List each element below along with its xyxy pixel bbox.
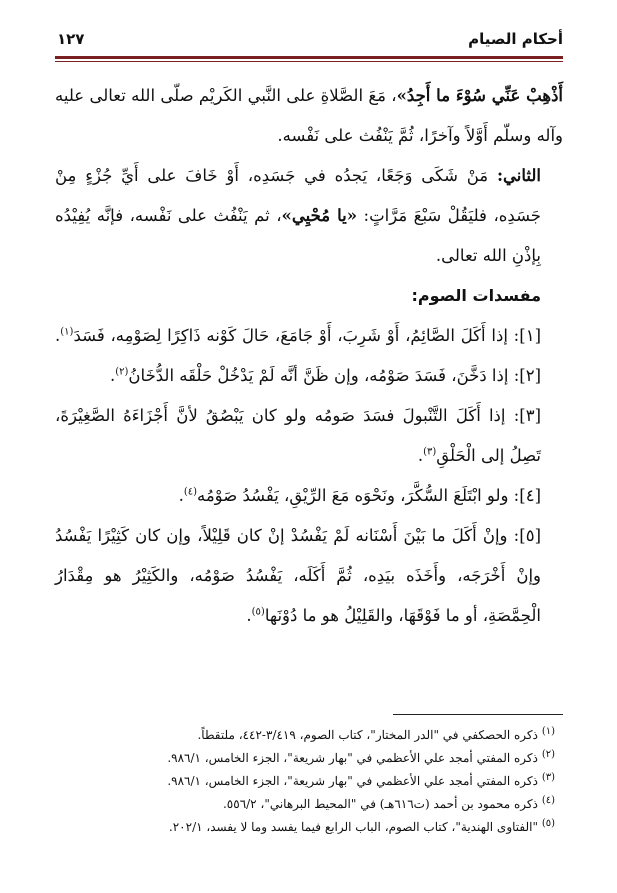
footnote-number: (٥) [541, 818, 555, 829]
paragraph-1-text: ، مَعَ الصَّلاةِ على النَّبي الكَريْم صلّى الله تعالى عليه وآله وسلّم أَوَّلاً وآخرًا، ثُمَّ يَنْفُث على نَفْسه. [55, 86, 563, 145]
page-number: ١٢٧ [57, 30, 85, 48]
footnote-ref-4[interactable]: (٤) [183, 486, 197, 498]
footnote-5 [55, 816, 563, 839]
paragraph-2-end: ، ثم يَنْفُث على نَفْسه، فإنَّه يُفِيْدُه بِإذْنِ الله تعالى. [55, 206, 541, 265]
footnote-text: "الفتاوى الهندية"، كتاب الصوم، الباب الرابع فيما يفسد وما لا يفسد، ٢٠٢/١. [168, 820, 538, 834]
footnote-number: (١) [541, 726, 555, 737]
footnote-ref-1[interactable]: (١) [60, 326, 74, 338]
paragraph-2 [55, 156, 563, 276]
item-2-text: . [٢]: إذا دَخَّنَ، فَسَدَ صَوْمُه، وإن ظَنَّ أنَّه لَمْ يَدْخُلْ حَلْقَه الدُّخَانُ [55, 326, 541, 385]
item-1-text: [١]: إذا أَكَلَ الصَّائِمُ، أَوْ شَرِبَ، أَوْ جَامَعَ، حَالَ كَوْنه ذَاكِرًا لِصَوْمِه، فَسَدَ [73, 326, 541, 345]
running-title: أحكام الصيام [468, 30, 563, 48]
item-4: [٤]: ولو ابْتَلَعَ السُّكَّرَ، ونَحْوَه مَعَ الرِّيْقِ، يَفْسُدُ صَوْمُه$^{(٤)}$. [178, 486, 541, 505]
footnote-ref-2[interactable]: (٢) [115, 366, 129, 378]
footnote-ref-3[interactable]: (٣) [423, 446, 437, 458]
footnote-4 [55, 793, 563, 816]
item-3-text: [٣]: إذا أَكَلَ التَّنْبولَ فسَدَ صَومُه ولو كان يَبْصُقُ لأنَّ أَجْزَاءَهُ الصَّغِيْرَةَ، تَصِلُ إلى الْحَلْقِ [55, 406, 541, 465]
paragraph-2-label: الثاني: [496, 166, 541, 185]
footnote-text: ذكره محمود بن أحمد (ت٦١٦هـ) في "المحيط البرهاني"، ٥٥٦/٢. [222, 797, 538, 811]
footnote-text: ذكره المفتي أمجد علي الأعظمي في "بهار شريعة"، الجزء الخامس، ٩٨٦/١. [167, 774, 538, 788]
section-heading: مفسدات الصوم: [411, 286, 541, 305]
footnote-3 [55, 770, 563, 793]
footnote-number: (٣) [541, 772, 555, 783]
item-3: [٣]: إذا أَكَلَ التَّنْبولَ فسَدَ صَومُه ولو كان يَبْصُقُ لأنَّ أَجْزَاءَهُ الصَّغِيْرَةَ، تَصِلُ إلى الْحَلْقِ$^{(٣)}$. [55, 406, 541, 465]
footnote-separator [393, 714, 563, 715]
document-page [55, 26, 563, 876]
footnote-text: ذكره المفتي أمجد علي الأعظمي في "بهار شريعة"، الجزء الخامس، ٩٨٦/١. [167, 751, 538, 765]
footnote-ref-5[interactable]: (٥) [251, 606, 265, 618]
page-header [55, 26, 563, 56]
footnote-number: (٢) [541, 749, 555, 760]
footnote-number: (٤) [541, 795, 555, 806]
item-4-text: [٤]: ولو ابْتَلَعَ السُّكَّرَ، ونَحْوَه مَعَ الرِّيْقِ، يَفْسُدُ صَوْمُه [197, 486, 541, 505]
footnote-2 [55, 747, 563, 770]
footnote-text: ذكره الحصكفي في "الدر المختار"، كتاب الصوم، ٣/٤١٩-٤٤٢، ملتقطاً. [197, 728, 538, 742]
header-rule-thin [55, 61, 563, 62]
header-rule-thick [55, 56, 563, 59]
item-1-2: [١]: إذا أَكَلَ الصَّائِمُ، أَوْ شَرِبَ، أَوْ جَامَعَ، حَالَ كَوْنه ذَاكِرًا لِصَوْمِه، فَسَدَ$^{(١)}$. [٢]: إذا دَخَّنَ، فَسَدَ صَوْمُه، وإن ظَنَّ أنَّه لَمْ يَدْخُلْ حَلْقَه الدُّخَانُ$^{(٢)}$. [55, 326, 541, 385]
paragraph-2-dhikr: «يا مُحْيِي» [281, 206, 358, 225]
dua-text: أَذْهِبْ عَنِّي سُوْءَ ما أَجِدُ» [396, 86, 564, 105]
paragraph-2-text: مَنْ شَكَى وَجَعًا، يَجدُه في جَسَدِه، أَوْ خَافَ على أَيِّ جُزْءٍ مِنْ جَسَدِه، فليَقُلْ سَبْعَ مَرَّاتٍ: [55, 166, 541, 225]
footnotes [55, 724, 563, 839]
main-text [55, 76, 563, 636]
footnote-1 [55, 724, 563, 747]
paragraph-1 [55, 76, 563, 156]
item-5-text: [٥]: وإنْ أَكَلَ ما بَيْنَ أَسْنَانه لَمْ يَفْسُدْ إنْ كان قَلِيْلاً، وإن كان كَثِيْرًا يَفْسُدُ وإنْ أَخْرَجَه، وأَخَذَه بيَدِه، ثُمَّ أَكَلَه، يَفْسُدُ صَوْمُه، والكَثِيْرُ هو مِقْدَارُ الْحِمَّصَةِ، أو ما فَوْقَهَا، والقَلِيْلُ هو ما دُوْنَها [55, 526, 541, 625]
item-5: [٥]: وإنْ أَكَلَ ما بَيْنَ أَسْنَانه لَمْ يَفْسُدْ إنْ كان قَلِيْلاً، وإن كان كَثِيْرًا يَفْسُدُ وإنْ أَخْرَجَه، وأَخَذَه بيَدِه، ثُمَّ أَكَلَه، يَفْسُدُ صَوْمُه، والكَثِيْرُ هو مِقْدَارُ الْحِمَّصَةِ، أو ما فَوْقَهَا، والقَلِيْلُ هو ما دُوْنَها$^{(٥)}$. [55, 526, 541, 625]
